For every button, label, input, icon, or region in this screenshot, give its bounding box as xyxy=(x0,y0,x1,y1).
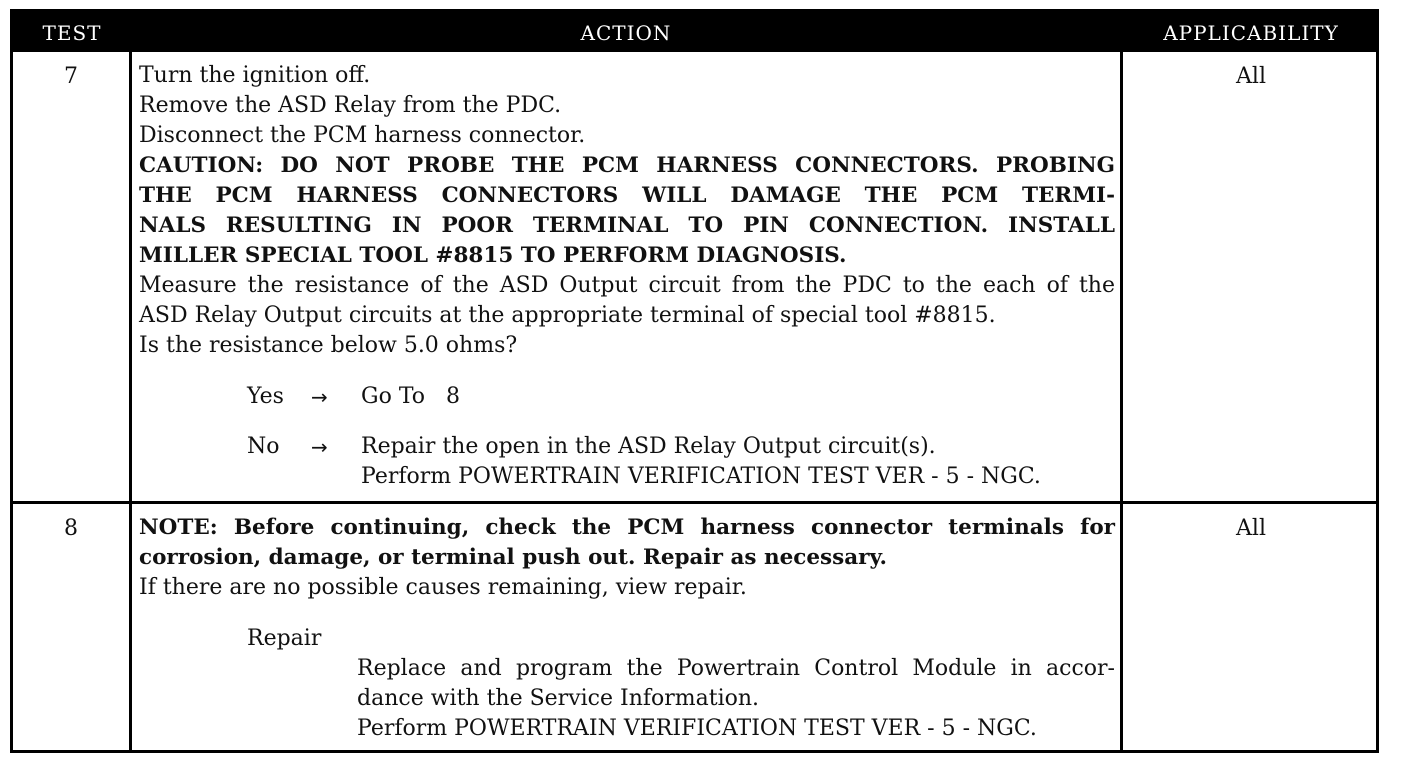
row-divider xyxy=(13,501,1376,504)
step-line: If there are no possible causes remaining, view repair. xyxy=(139,575,747,600)
no-label: No xyxy=(247,434,280,459)
header-action: ACTION xyxy=(580,21,672,45)
applicability-8: All xyxy=(1236,516,1266,541)
test-number-8: 8 xyxy=(64,516,78,541)
measure-line: ASD Relay Output circuits at the appropriate terminal of special tool #8815. xyxy=(139,303,996,328)
no-action: Repair the open in the ASD Relay Output circuit(s). xyxy=(361,434,936,459)
caution-line: NALS RESULTING IN POOR TERMINAL TO PIN CONNECTION. INSTALL xyxy=(139,213,1115,238)
arrow-right-icon: → xyxy=(311,385,328,409)
test-number-7: 7 xyxy=(64,64,78,89)
action-row-8 xyxy=(139,513,1115,603)
repair-verify-line: Perform POWERTRAIN VERIFICATION TEST VER - 5 - NGC. xyxy=(357,716,1037,741)
step-line: Turn the ignition off. xyxy=(139,63,371,88)
repair-line: dance with the Service Information. xyxy=(357,686,760,711)
action-row-7 xyxy=(139,61,1115,361)
applicability-7: All xyxy=(1236,64,1266,89)
header-applicability: APPLICABILITY xyxy=(1163,21,1339,45)
yes-label: Yes xyxy=(247,384,284,409)
caution-line: THE PCM HARNESS CONNECTORS WILL DAMAGE THE PCM TERMI- xyxy=(139,183,1115,208)
yes-action: Go To 8 xyxy=(361,384,460,409)
repair-label: Repair xyxy=(247,626,322,651)
no-action-verify: Perform POWERTRAIN VERIFICATION TEST VER - 5 - NGC. xyxy=(361,464,1041,489)
caution-line: CAUTION: DO NOT PROBE THE PCM HARNESS CONNECTORS. PROBING xyxy=(139,153,1115,178)
column-divider-applicability xyxy=(1120,52,1123,753)
column-divider-test xyxy=(129,52,132,753)
repair-line: Replace and program the Powertrain Control Module in accor- xyxy=(357,656,1115,681)
caution-line: MILLER SPECIAL TOOL #8815 TO PERFORM DIAGNOSIS. xyxy=(139,243,847,268)
note-line: corrosion, damage, or terminal push out. Repair as necessary. xyxy=(139,545,888,570)
measure-line: Measure the resistance of the ASD Output circuit from the PDC to the each of the xyxy=(139,273,1115,298)
step-line: Disconnect the PCM harness connector. xyxy=(139,123,586,148)
step-line: Remove the ASD Relay from the PDC. xyxy=(139,93,562,118)
measure-line: Is the resistance below 5.0 ohms? xyxy=(139,333,518,358)
arrow-right-icon: → xyxy=(311,435,328,459)
header-test: TEST xyxy=(42,21,102,45)
note-line: NOTE: Before continuing, check the PCM harness connector terminals for xyxy=(139,515,1115,540)
table-header xyxy=(13,12,1376,52)
diagnostic-table xyxy=(10,9,1379,753)
